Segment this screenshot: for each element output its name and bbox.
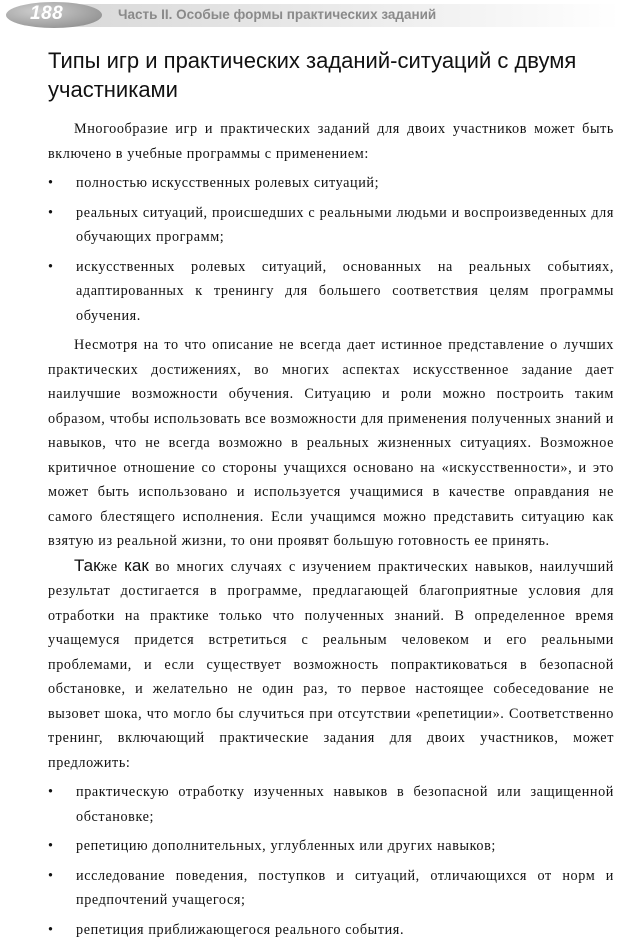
- list-item: [48, 255, 614, 329]
- list-item: [48, 864, 614, 913]
- paragraph-2-lead-mid: же: [100, 558, 125, 575]
- list-item: [48, 834, 614, 859]
- bullet-icon: •: [48, 921, 54, 938]
- running-head: Часть II. Особые формы практических заданий: [118, 7, 437, 22]
- list-item-text: исследование поведения, поступков и ситуаций, отличающихся от норм и предпочтений учащегося;: [76, 867, 614, 908]
- bullet-icon: •: [48, 204, 54, 221]
- section-title: Типы игр и практических заданий-ситуаций с двумя участниками: [48, 48, 577, 102]
- bullet-icon: •: [48, 867, 54, 884]
- list-item: [48, 780, 614, 829]
- list-item-text: репетиция приближающегося реального события.: [76, 921, 405, 938]
- page-number: 188: [30, 3, 64, 24]
- bullet-icon: •: [48, 784, 54, 800]
- bullet-icon: •: [48, 258, 54, 275]
- intro-paragraph: Многообразие игр и практических заданий для двоих участников может быть включено в учебные программы с применением:: [48, 121, 614, 162]
- list-item-text: репетицию дополнительных, углубленных или других навыков;: [76, 838, 496, 854]
- bullet-icon: •: [48, 838, 54, 854]
- paragraph-2-lead-b: как: [124, 555, 149, 575]
- list-item: [48, 171, 614, 196]
- list-item-text: практическую отработку изученных навыков в безопасной или защищенной обстановке;: [76, 784, 614, 825]
- list-item-text: реальных ситуаций, происшедших с реальными людьми и воспроизведенных для обучающих программ;: [76, 204, 614, 245]
- bullet-icon: •: [48, 175, 54, 191]
- paragraph-2: [48, 554, 614, 776]
- body-text: [48, 117, 614, 947]
- list-item-text: полностью искусственных ролевых ситуаций;: [76, 175, 380, 191]
- list-item: [48, 201, 614, 250]
- list-item: [48, 918, 614, 943]
- list-item-text: искусственных ролевых ситуаций, основанных на реальных событиях, адаптированных к тренингу для большего соответствия целям программы обучения.: [76, 258, 614, 324]
- bullet-list-2: [48, 780, 614, 942]
- paragraph-2-text: во многих случаях с изучением практических навыков, наилучший результат достигается в программе, предлагающей благоприятные условия для отработки на практике только что полученных знаний. В определенное время учащемуся придется встретиться с реальным человеком и его реальными проблемами, и если существует возможность попрактиковаться в безопасной обстановке, и желательно не один раз, то первое настоящее собеседование не вызовет шока, что могло бы случиться при отсутствии «репетиции». Соответственно тренинг, включающий практические задания для двоих участников, может предложить:: [48, 558, 614, 771]
- page-header: [0, 0, 620, 32]
- paragraph-1: Несмотря на то что описание не всегда дает истинное представление о лучших практических достижениях, во многих аспектах искусственное задание дает наилучшие возможности обучения. Ситуацию и роли можно построить таким образом, чтобы использовать все возможности для применения полученных знаний и навыков, что не всегда возможно в реальных жизненных ситуациях. Возможное критичное отношение со стороны учащихся основано на «искусственности», и это может быть использовано и используется учащимися в качестве оправдания не самого блестящего исполнения. Если учащимся можно представить ситуацию как взятую из реальной жизни, то они проявят большую готовность ее принять.: [48, 337, 614, 549]
- bullet-list-1: [48, 171, 614, 328]
- paragraph-2-lead: Так: [74, 555, 101, 575]
